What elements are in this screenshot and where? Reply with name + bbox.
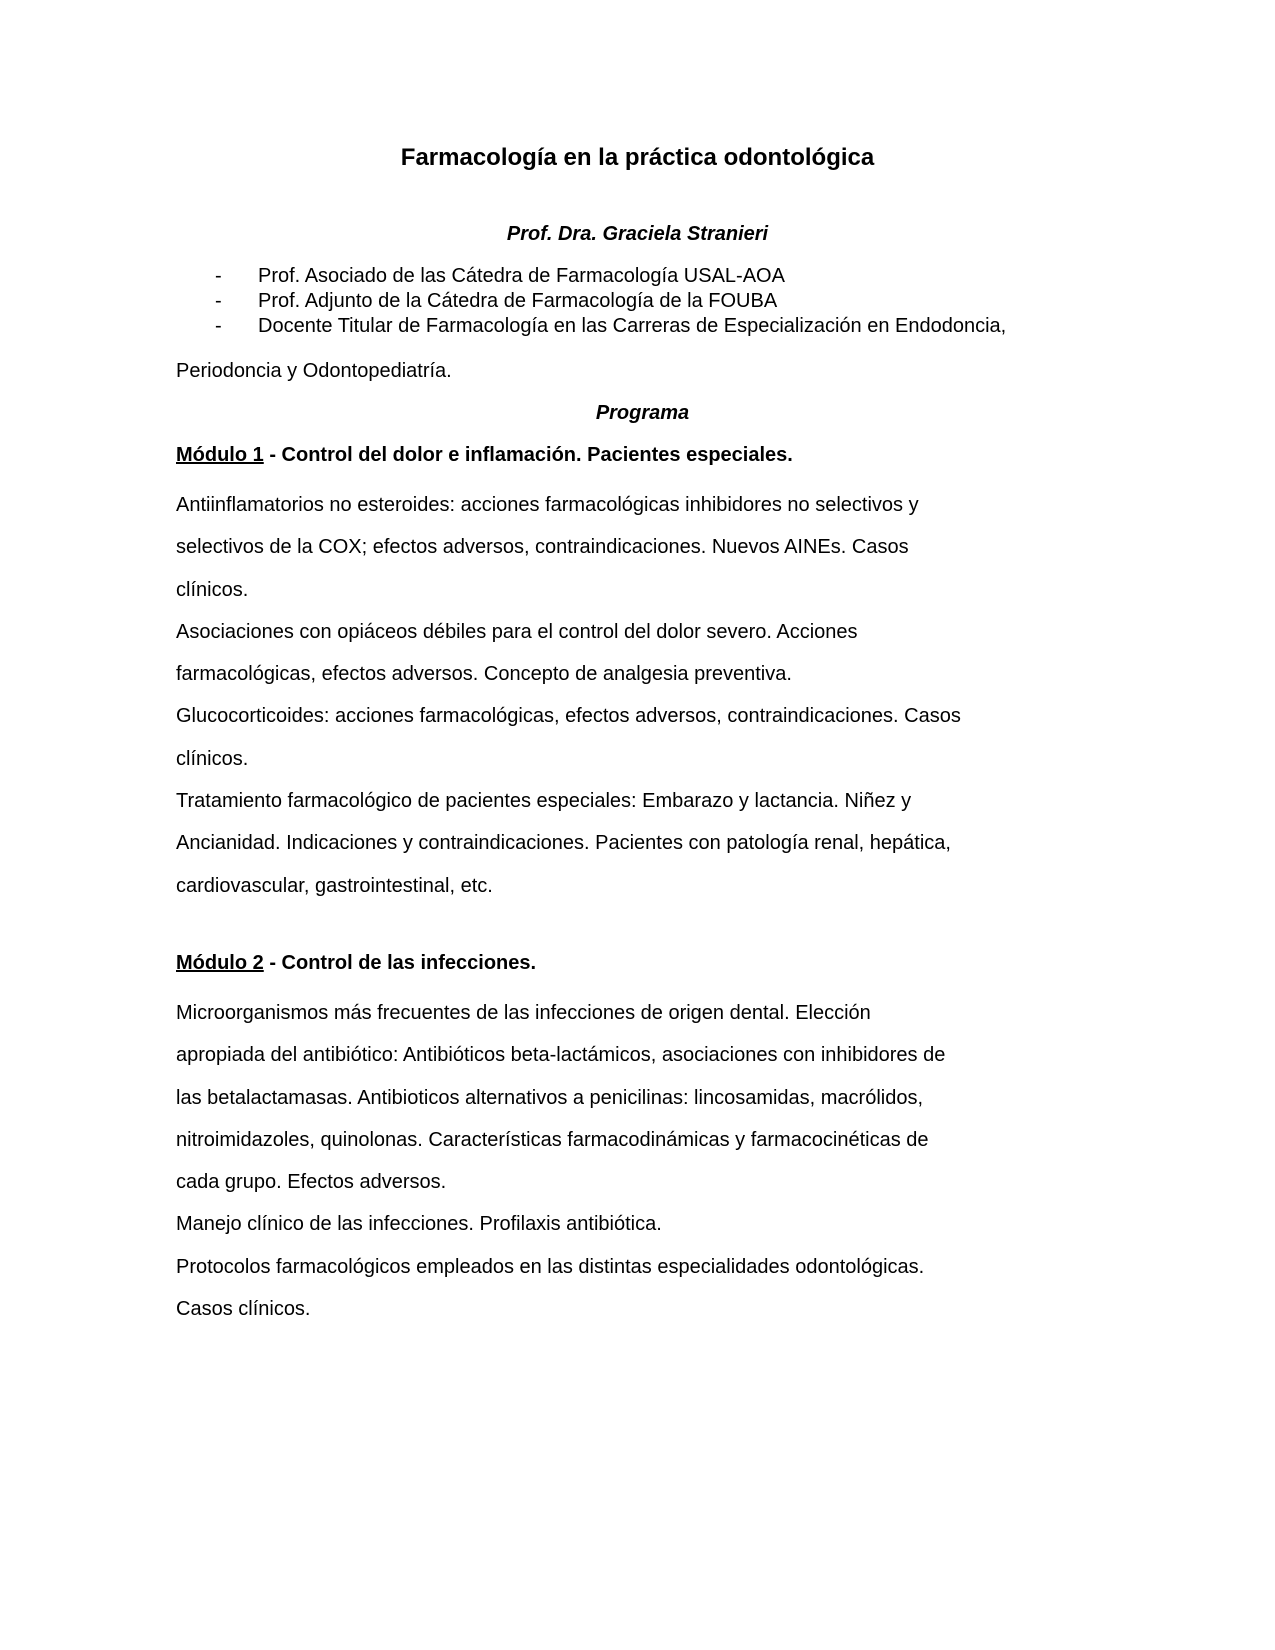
module-1-section: [176, 442, 1076, 907]
credentials-list: [215, 264, 1006, 339]
body-line: clínicos.: [176, 747, 249, 770]
body-line: Casos clínicos.: [176, 1298, 311, 1321]
module-title: Control de las infecciones.: [281, 952, 537, 974]
body-line: apropiada del antibiótico: Antibióticos beta-lactámicos, asociaciones con inhibidores de: [176, 1044, 946, 1067]
module-label: Módulo 2: [176, 952, 264, 974]
module-separator: -: [263, 952, 282, 974]
body-line: Protocolos farmacológicos empleados en las distintas especialidades odontológicas.: [176, 1255, 925, 1278]
body-line: farmacológicas, efectos adversos. Concepto de analgesia preventiva.: [176, 663, 792, 686]
program-heading: Programa: [595, 402, 690, 424]
body-line: Manejo clínico de las infecciones. Profilaxis antibiótica.: [176, 1213, 662, 1236]
module-title: Control del dolor e inflamación. Pacientes especiales.: [281, 444, 793, 466]
list-bullet: -: [215, 265, 222, 287]
credential-item: [215, 289, 1006, 314]
module-heading: [176, 442, 1076, 468]
body-line: Tratamiento farmacológico de pacientes especiales: Embarazo y lactancia. Niñez y: [176, 790, 912, 813]
body-line: Microorganismos más frecuentes de las infecciones de origen dental. Elección: [176, 1002, 871, 1024]
body-line: cardiovascular, gastrointestinal, etc.: [176, 874, 493, 897]
credential-text: Docente Titular de Farmacología en las Carreras de Especialización en Endodoncia,: [258, 315, 1007, 337]
credential-continuation: Periodoncia y Odontopediatría.: [176, 360, 452, 382]
module-label: Módulo 1: [176, 444, 264, 466]
credential-text: Prof. Adjunto de la Cátedra de Farmacología de la FOUBA: [258, 290, 778, 312]
module-body: [176, 484, 1076, 907]
module-body: [176, 992, 1076, 1330]
body-line: clínicos.: [176, 578, 249, 601]
module-heading: [176, 950, 1076, 976]
body-line: Glucocorticoides: acciones farmacológicas, efectos adversos, contraindicaciones. Casos: [176, 705, 961, 728]
body-line: nitroimidazoles, quinolonas. Características farmacodinámicas y farmacocinéticas de: [176, 1128, 929, 1151]
body-line: las betalactamasas. Antibioticos alternativos a penicilinas: lincosamidas, macrólidos,: [176, 1086, 924, 1109]
body-line: Asociaciones con opiáceos débiles para el control del dolor severo. Acciones: [176, 620, 858, 643]
list-bullet: -: [215, 315, 222, 337]
module-2-section: [176, 950, 1076, 1330]
credential-text: Prof. Asociado de las Cátedra de Farmacología USAL-AOA: [258, 265, 785, 287]
author-name: Prof. Dra. Graciela Stranieri: [506, 223, 769, 245]
document-title: Farmacología en la práctica odontológica: [400, 144, 875, 171]
body-line: selectivos de la COX; efectos adversos, contraindicaciones. Nuevos AINEs. Casos: [176, 536, 909, 559]
module-separator: -: [263, 444, 282, 466]
credential-item: [215, 264, 1006, 289]
credential-item: [215, 314, 1006, 339]
list-bullet: -: [215, 290, 222, 312]
body-line: cada grupo. Efectos adversos.: [176, 1171, 447, 1194]
body-line: Antiinflamatorios no esteroides: acciones farmacológicas inhibidores no selectivos y: [176, 494, 919, 516]
body-line: Ancianidad. Indicaciones y contraindicaciones. Pacientes con patología renal, hepática,: [176, 832, 951, 855]
